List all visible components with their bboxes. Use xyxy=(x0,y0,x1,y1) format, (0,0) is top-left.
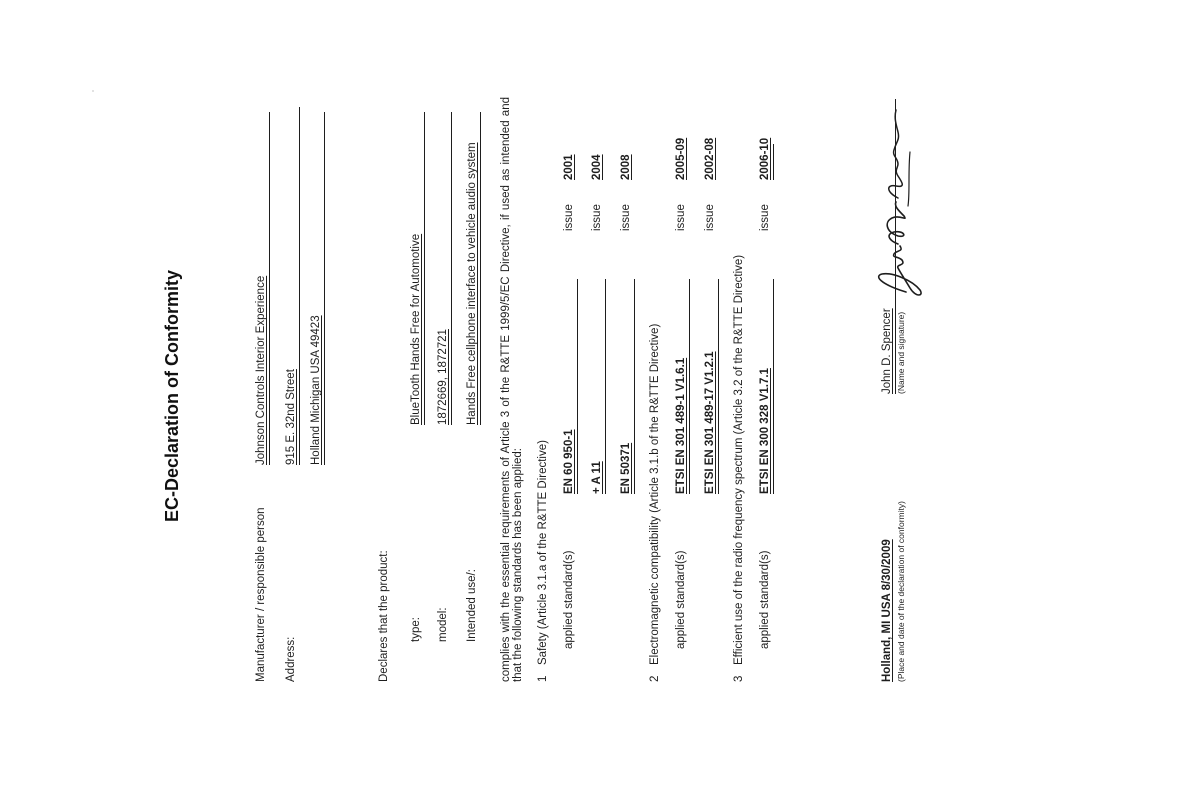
compliance-text-line1: complies with the essential requirements of Article 3 of the R&TTE 1999/5/EC Directive, if used as xyxy=(500,168,512,682)
section-2-standard-1-field-line xyxy=(689,279,690,494)
section-3-row-1-label: applied standard(s) xyxy=(759,550,771,649)
model-value: 1872669, 1872721 xyxy=(437,329,449,425)
section-2-issue-label-1: issue xyxy=(675,204,687,231)
address-line2: Holland Michigan USA 49423 xyxy=(310,315,322,465)
section-1-standard-1: EN 60 950-1 xyxy=(563,429,575,494)
section-2-issue-2: 2002-08 xyxy=(704,137,716,180)
handwritten-signature xyxy=(868,92,928,302)
intended-use-value: Hands Free cellphone interface to vehicle audio system xyxy=(466,142,478,425)
type-field-line xyxy=(424,112,425,425)
section-1-issue-label-3: issue xyxy=(620,204,632,231)
section-1-issue-1: 2001 xyxy=(563,154,575,180)
section-3-issue-field-line xyxy=(773,144,774,180)
section-1-number: 1 xyxy=(537,675,549,682)
signer-name: John D. Spencer xyxy=(881,308,893,394)
address-line2-field-line xyxy=(324,112,325,465)
section-3-issue-1: 2006-10 xyxy=(759,137,771,180)
address-line1: 915 E. 32nd Street xyxy=(285,369,297,465)
address-line1-field-line xyxy=(299,107,300,465)
section-1-issue-label-2: issue xyxy=(591,204,603,231)
section-1-standard-2-field-line xyxy=(605,279,606,494)
section-1-standard-2: + A 11 xyxy=(591,461,603,494)
manufacturer-value: Johnson Controls Interior Experience xyxy=(255,275,267,465)
section-1-issue-2: 2004 xyxy=(591,154,603,180)
intended-use-label: Intended use/: xyxy=(466,569,478,642)
place-date: Holland, MI USA 8/30/2009 xyxy=(881,539,893,682)
section-3-number: 3 xyxy=(733,675,745,682)
section-2-standard-1: ETSI EN 301 489-1 V1.6.1 xyxy=(675,357,687,494)
manufacturer-label: Manufacturer / responsible person xyxy=(255,507,267,682)
type-value: BlueTooth Hands Free for Automotive xyxy=(410,233,422,425)
section-3-standard-1-field-line xyxy=(773,279,774,494)
section-1-issue-label-1: issue xyxy=(563,204,575,231)
section-2-standard-2: ETSI EN 301 489-17 V1.2.1 xyxy=(704,351,716,494)
scan-speck xyxy=(92,90,94,92)
section-1-standard-3: EN 50371 xyxy=(620,442,632,494)
compliance-text-line2: intended and that the following standards has been applied: xyxy=(500,97,524,682)
intended-use-field-line xyxy=(480,112,481,425)
section-2-number: 2 xyxy=(649,675,661,682)
section-3-standard-1: ETSI EN 300 328 V1.7.1 xyxy=(759,368,771,494)
address-label: Address: xyxy=(285,636,297,682)
page-title: EC-Declaration of Conformity xyxy=(162,269,182,522)
section-2-heading: Electromagnetic compatibility (Article 3.1.b of the R&TTE Directive) xyxy=(649,323,661,665)
compliance-text xyxy=(500,97,524,682)
section-3-issue-label-1: issue xyxy=(759,204,771,231)
section-3-heading: Efficient use of the radio frequency spectrum (Article 3.2 of the R&TTE Directive) xyxy=(733,254,745,665)
section-2-row-1-label: applied standard(s) xyxy=(675,550,687,649)
section-1-standard-1-field-line xyxy=(577,279,578,494)
section-1-row-1-label: applied standard(s) xyxy=(563,550,575,649)
section-2-issue-label-2: issue xyxy=(704,204,716,231)
place-date-caption: (Place and date of the declaration of conformity) xyxy=(896,501,906,682)
section-2-issue-1: 2005-09 xyxy=(675,137,687,180)
section-1-standard-3-field-line xyxy=(634,279,635,494)
type-label: type: xyxy=(410,617,422,642)
model-label: model: xyxy=(437,607,449,642)
declares-label: Declares that the product: xyxy=(378,550,390,682)
section-1-heading: Safety (Article 3.1.a of the R&TTE Directive) xyxy=(537,440,549,665)
section-2-standard-2-field-line xyxy=(718,279,719,494)
manufacturer-field-line xyxy=(269,112,270,465)
signer-caption: (Name and signature) xyxy=(896,311,906,394)
model-field-line xyxy=(451,112,452,425)
section-1-issue-3: 2008 xyxy=(620,154,632,180)
